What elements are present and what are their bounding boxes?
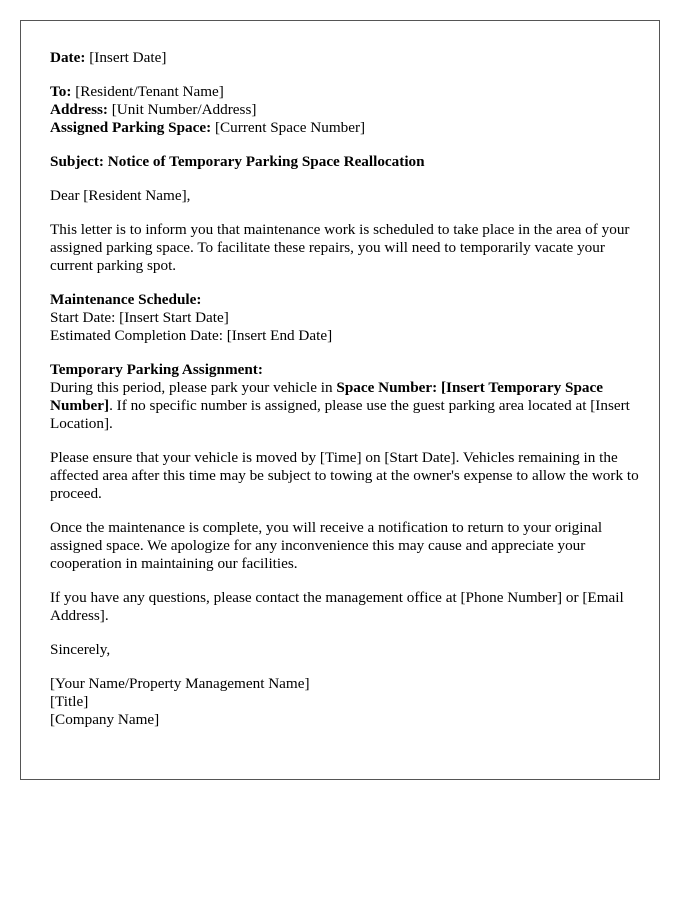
assigned-space-value: [Current Space Number]: [211, 119, 366, 136]
letter-content: [50, 49, 645, 745]
greeting: Dear [Resident Name],: [50, 187, 191, 204]
assigned-space-label: Assigned Parking Space:: [50, 119, 212, 136]
assigned-space-line: [50, 119, 645, 137]
completion-paragraph: Once the maintenance is complete, you will receive a notification to return to your original assigned space. We apologize for any inconvenience this may cause and appreciate your cooperation in maintaining our facilities.: [50, 519, 603, 572]
subject-line: Subject: Notice of Temporary Parking Space Reallocation: [50, 153, 425, 170]
date-label: Date:: [50, 49, 86, 66]
move-notice-paragraph: Please ensure that your vehicle is moved by [Time] on [Start Date]. Vehicles remaining in the affected area after this time may be subject to towing at the owner's expense to allow the work to proceed.: [50, 449, 639, 502]
questions-paragraph: If you have any questions, please contact the management office at [Phone Number] or [Email Address].: [50, 589, 624, 624]
letter-page: [20, 20, 660, 780]
assignment-heading: Temporary Parking Assignment:: [50, 361, 263, 378]
assignment-text-before: During this period, please park your vehicle in: [50, 379, 337, 396]
assignment-space-number: Space Number: [Insert Temporary Space Number]: [50, 379, 603, 414]
address-label: Address:: [50, 101, 108, 118]
schedule-start: Start Date: [Insert Start Date]: [50, 309, 229, 326]
signature-title: [Title]: [50, 693, 89, 710]
signature-name: [Your Name/Property Management Name]: [50, 675, 310, 692]
address-line: [50, 101, 645, 119]
schedule-heading: Maintenance Schedule:: [50, 291, 202, 308]
date-line: [50, 49, 645, 67]
signature-company: [Company Name]: [50, 711, 160, 728]
date-value: [Insert Date]: [85, 49, 167, 66]
temporary-assignment: [50, 361, 645, 433]
closing: Sincerely,: [50, 641, 111, 658]
maintenance-schedule: [50, 291, 645, 345]
to-label: To:: [50, 83, 72, 100]
address-value: [Unit Number/Address]: [107, 101, 257, 118]
to-value: [Resident/Tenant Name]: [71, 83, 224, 100]
schedule-end: Estimated Completion Date: [Insert End Date]: [50, 327, 333, 344]
assignment-text-after: . If no specific number is assigned, please use the guest parking area located at [Insert Location].: [50, 397, 630, 432]
signature-block: [50, 675, 645, 729]
intro-paragraph: This letter is to inform you that maintenance work is scheduled to take place in the area of your assigned parking space. To facilitate these repairs, you will need to temporarily vacate your current parking spot.: [50, 221, 630, 274]
to-line: [50, 83, 645, 101]
recipient-block: [50, 83, 645, 137]
